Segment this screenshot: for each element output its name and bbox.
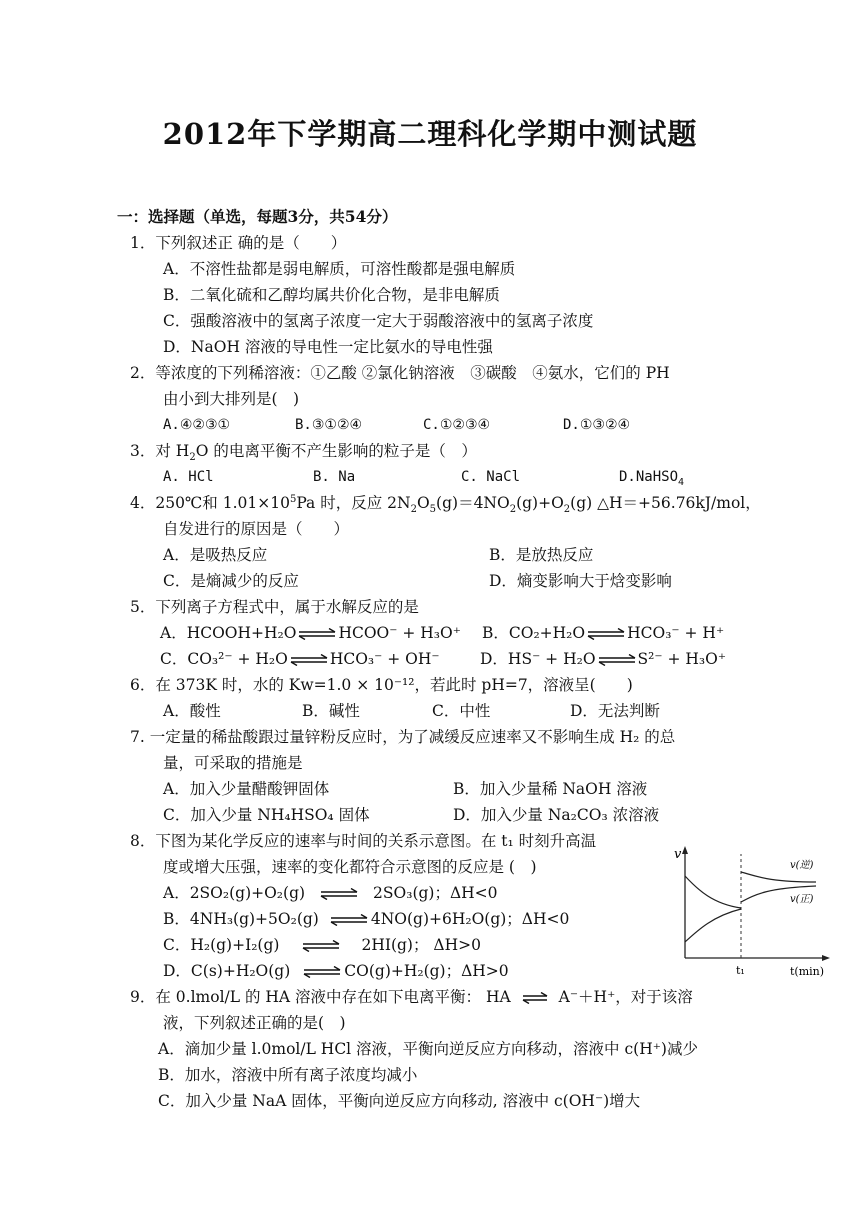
reverse-rate-curve-after (741, 872, 816, 882)
equilibrium-arrow-icon (297, 628, 337, 640)
q3-option-d: D.NaHSO$_4$ (619, 469, 685, 488)
q4-option-b: B．是放热反应 (489, 546, 594, 564)
q1-stem: 1．下列叙述正 确的是（ ） (130, 234, 347, 252)
q6-option-c: C．中性 (432, 702, 491, 720)
x-axis-label: t(min) (790, 965, 825, 978)
q9-stem-cont: 液，下列叙述正确的是( ) (163, 1014, 346, 1032)
equilibrium-arrow-icon (319, 888, 359, 900)
q2-option-a: A.④②③① (163, 417, 231, 433)
q6-option-a: A．酸性 (163, 702, 221, 720)
q8-stem-cont: 度或增大压强，速率的变化都符合示意图的反应是 ( ) (163, 858, 537, 876)
q4-option-a: A．是吸热反应 (163, 546, 268, 564)
q2-option-c: C.①②③④ (423, 417, 491, 433)
q9-option-b: B．加水，溶液中所有离子浓度均减小 (158, 1066, 418, 1084)
q2-stem: 2．等浓度的下列稀溶液：①乙酸 ②氯化钠溶液 ③碳酸 ④氨水，它们的 PH (130, 364, 670, 382)
q3-option-c: C. NaCl (461, 469, 521, 485)
equilibrium-arrow-icon (586, 628, 626, 640)
q4-option-c: C．是熵减少的反应 (163, 572, 299, 590)
q3-stem: 3．对 $H_2O$ 的电离平衡不产生影响的粒子是（ ） (130, 442, 477, 464)
q5-option-d: D．HS⁻ + H₂O S²⁻ + H₃O⁺ (480, 650, 727, 668)
equilibrium-arrow-icon (289, 654, 329, 666)
equilibrium-arrow-icon (302, 966, 342, 978)
q6-stem: 6．在 373K 时，水的 Kw=1.0 × 10⁻¹²，若此时 pH=7，溶液呈( ) (130, 676, 633, 694)
equilibrium-arrow-icon (301, 940, 341, 952)
q7-option-b: B．加入少量稀 NaOH 溶液 (453, 780, 648, 798)
q5-option-a: A．HCOOH+H₂O HCOO⁻ + H₃O⁺ (160, 624, 461, 642)
rate-time-graph (668, 838, 838, 980)
reverse-rate-label: v(逆) (790, 860, 814, 871)
forward-rate-label: v(正) (790, 894, 814, 905)
q1-option-a: A．不溶性盐都是弱电解质，可溶性酸都是强电解质 (163, 260, 516, 278)
q6-option-d: D．无法判断 (570, 702, 660, 720)
q7-option-c: C．加入少量 NH₄HSO₄ 固体 (163, 806, 370, 824)
equilibrium-arrow-icon (329, 914, 369, 926)
q9-option-c: C．加入少量 NaA 固体，平衡向逆反应方向移动, 溶液中 c(OH⁻)增大 (158, 1092, 641, 1110)
x-axis-arrow-icon (822, 955, 830, 961)
page-title: 2012年下学期高二理科化学期中测试题 (162, 117, 698, 151)
q9-option-a: A．滴加少量 l.0mol/L HCl 溶液，平衡向逆反应方向移动，溶液中 c(H⁺)减少 (158, 1040, 698, 1058)
q2-option-d: D.①③②④ (563, 417, 631, 433)
t1-label: t₁ (736, 964, 745, 977)
q5-stem: 5．下列离子方程式中，属于水解反应的是 (130, 598, 419, 616)
equilibrium-arrow-icon (521, 992, 549, 1004)
q8-option-a: A．2SO₂(g)+O₂(g) 2SO₃(g)；ΔH<0 (163, 884, 498, 902)
equilibrium-arrow-icon (597, 654, 637, 666)
q2-option-b: B.③①②④ (295, 417, 363, 433)
section-heading: 一：选择题（单选，每题3分，共54分） (117, 207, 398, 226)
q3-option-b: B. Na (313, 469, 356, 485)
q9-stem: 9．在 0.lmol/L 的 HA 溶液中存在如下电离平衡： HA A⁻＋H⁺，对于该溶 (130, 988, 693, 1006)
q6-option-b: B．碱性 (302, 702, 360, 720)
y-axis-label: v (674, 847, 682, 862)
q1-option-b: B．二氧化硫和乙醇均属共价化合物，是非电解质 (163, 286, 500, 304)
forward-rate-curve-before (685, 909, 741, 942)
q8-option-b: B．4NH₃(g)+5O₂(g) 4NO(g)+6H₂O(g)；ΔH<0 (163, 910, 570, 928)
q4-stem-cont: 自发进行的原因是（ ） (163, 520, 350, 538)
q7-option-a: A．加入少量醋酸钾固体 (163, 780, 330, 798)
q4-stem: 4．250℃和 $1.01\times 10^5Pa$ 时，反应 $2N_2O_5(g)=4NO_2(g)+O_2(g)$ △H＝+56.76kJ/mol， (130, 493, 761, 516)
q7-option-d: D．加入少量 Na₂CO₃ 浓溶液 (453, 806, 660, 824)
q8-option-d: D．C(s)+H₂O(g) CO(g)+H₂(g)；ΔH>0 (163, 962, 509, 980)
q8-option-c: C．H₂(g)+I₂(g) 2HI(g)； ΔH>0 (163, 936, 481, 954)
q3-option-a: A. HCl (163, 469, 214, 485)
q2-stem-cont: 由小到大排列是( ) (163, 390, 300, 408)
q5-option-c: C．CO₃²⁻ + H₂O HCO₃⁻ + OH⁻ (160, 650, 440, 668)
q7-stem-cont: 量，可采取的措施是 (163, 754, 303, 772)
q1-option-d: D．NaOH 溶液的导电性一定比氨水的导电性强 (163, 338, 493, 356)
reverse-rate-curve-before (685, 876, 741, 908)
q4-option-d: D．熵变影响大于焓变影响 (489, 572, 672, 590)
q7-stem: 7. 一定量的稀盐酸跟过量锌粉反应时，为了减缓反应速率又不影响生成 H₂ 的总 (130, 728, 676, 746)
q8-stem: 8．下图为某化学反应的速率与时间的关系示意图。在 t₁ 时刻升高温 (130, 832, 597, 850)
y-axis-arrow-icon (682, 846, 688, 854)
q1-option-c: C．强酸溶液中的氢离子浓度一定大于弱酸溶液中的氢离子浓度 (163, 312, 594, 330)
q5-option-b: B．CO₂+H₂O HCO₃⁻ + H⁺ (482, 624, 725, 642)
